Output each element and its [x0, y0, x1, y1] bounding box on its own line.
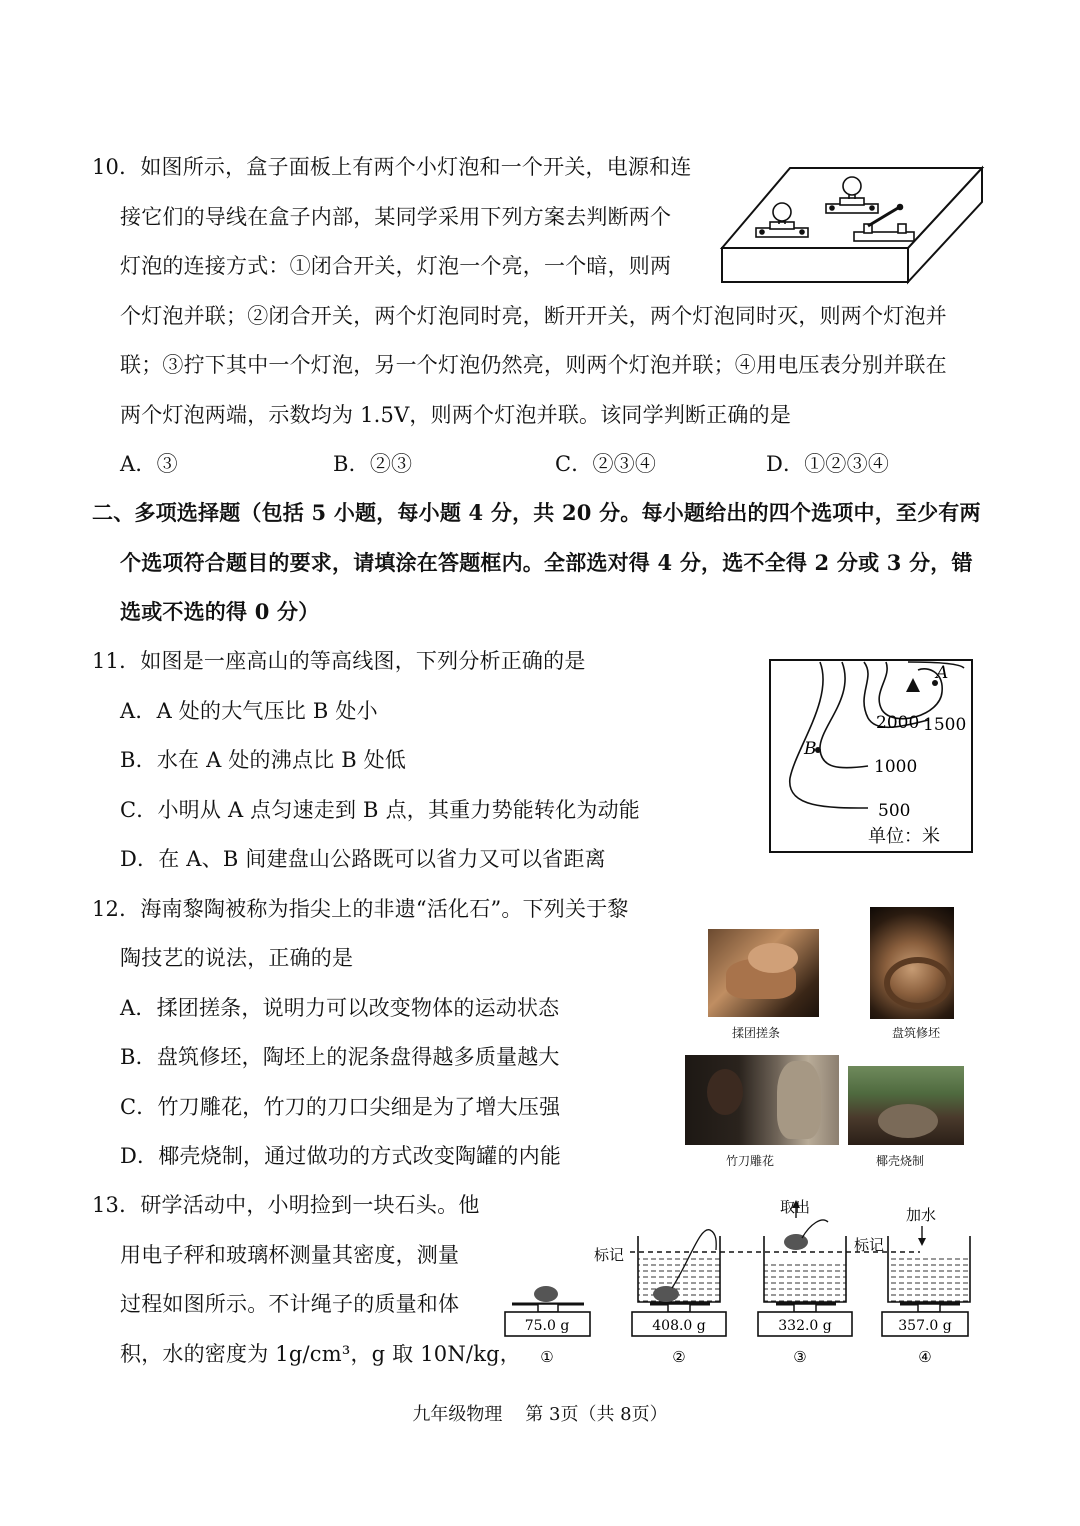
q10-line-5: 联；③拧下其中一个灯泡，另一个灯泡仍然亮，则两个灯泡并联；④用电压表分别并联在	[120, 353, 947, 377]
contour-label-1500: 1500	[923, 715, 967, 735]
step-3-beaker	[758, 1200, 852, 1336]
q10-option-a: A．③	[120, 452, 178, 476]
scale-reading-2: 408.0 g	[652, 1318, 706, 1334]
contour-label-500: 500	[878, 801, 911, 821]
footer-subject: 九年级物理	[412, 1404, 503, 1425]
q10-option-c: C．②③④	[555, 452, 657, 476]
scale-reading-4: 357.0 g	[898, 1318, 952, 1334]
q12-line-1: 12．海南黎陶被称为指尖上的非遗“活化石”。下列关于黎	[92, 897, 629, 921]
stone-step-3	[784, 1234, 808, 1250]
section2-heading-line-1: 二、多项选择题（包括 5 小题，每小题 4 分，共 20 分。每小题给出的四个选项中，至少有两	[92, 500, 981, 525]
photo-coiling-pot	[870, 907, 954, 1019]
q10-line-4: 个灯泡并联；②闭合开关，两个灯泡同时亮，断开开关，两个灯泡同时灭，则两个灯泡并	[120, 304, 947, 328]
caption-carving-pattern: 竹刀雕花	[726, 1154, 775, 1168]
q12-option-d: D．椰壳烧制，通过做功的方式改变陶罐的内能	[120, 1144, 562, 1168]
q11-option-c: C．小明从 A 点匀速走到 B 点，其重力势能转化为动能	[120, 798, 640, 822]
q11-stem: 11．如图是一座高山的等高线图，下列分析正确的是	[92, 649, 586, 673]
q11-option-a: A．A 处的大气压比 B 处小	[120, 699, 378, 723]
box-side-face	[908, 168, 982, 282]
take-out-label: 取出	[780, 1198, 811, 1216]
footer-page-info: 第 3页（共 8页）	[525, 1404, 668, 1425]
caption-coconut-firing: 椰壳烧制	[876, 1154, 925, 1168]
add-water-label: 加水	[906, 1206, 937, 1224]
stone-step-1	[534, 1286, 558, 1302]
mark-label-left: 标记	[594, 1246, 625, 1264]
q10-line-3: 灯泡的连接方式：①闭合开关，灯泡一个亮，一个暗，则两	[120, 254, 672, 278]
step-number-3: ③	[793, 1348, 807, 1366]
circuit-box-figure	[718, 162, 988, 292]
q10-line-2: 接它们的导线在盒子内部，某同学采用下列方案去判断两个	[120, 205, 672, 229]
photo-kneading-clay	[708, 929, 819, 1017]
photo-carving-pattern	[685, 1055, 839, 1145]
contour-label-1000: 1000	[874, 757, 918, 777]
caption-kneading-clay: 揉团搓条	[732, 1026, 781, 1040]
q13-line-2: 用电子秤和玻璃杯测量其密度，测量	[120, 1243, 460, 1267]
q10-option-d: D．①②③④	[766, 452, 890, 476]
bulb-right-icon	[826, 177, 878, 213]
q11-option-b: B．水在 A 处的沸点比 B 处低	[120, 748, 407, 772]
q13-line-1: 13．研学活动中，小明捡到一块石头。他	[92, 1193, 480, 1217]
contour-unit-label: 单位：米	[868, 826, 940, 847]
box-front-face	[722, 248, 908, 282]
step-number-1: ①	[540, 1348, 554, 1366]
q12-option-a: A．揉团搓条，说明力可以改变物体的运动状态	[120, 996, 560, 1020]
q10-option-b: B．②③	[333, 452, 413, 476]
q10-line-1: 10．如图所示，盒子面板上有两个小灯泡和一个开关，电源和连	[92, 155, 692, 179]
page-footer	[0, 1400, 1080, 1426]
q13-line-4: 积，水的密度为 1g/cm³，g 取 10N/kg，	[120, 1342, 521, 1366]
step-number-2: ②	[672, 1348, 686, 1366]
q12-option-b: B．盘筑修坯，陶坯上的泥条盘得越多质量越大	[120, 1045, 560, 1069]
density-measurement-figure	[490, 1190, 980, 1370]
scale-reading-1: 75.0 g	[524, 1318, 570, 1334]
q10-line-6: 两个灯泡两端，示数均为 1.5V，则两个灯泡并联。该同学判断正确的是	[120, 403, 792, 427]
section2-heading-line-2: 个选项符合题目的要求，请填涂在答题框内。全部选对得 4 分，选不全得 2 分或 3 分，错	[120, 550, 973, 575]
q12-line-2: 陶技艺的说法，正确的是	[120, 946, 354, 970]
caption-coiling-pot: 盘筑修坯	[892, 1026, 941, 1040]
contour-label-2000: 2000	[876, 713, 920, 733]
contour-map-figure	[768, 658, 974, 854]
add-water-arrow-icon	[918, 1238, 926, 1246]
stone-step-2	[653, 1286, 679, 1302]
mark-label-right: 标记	[854, 1236, 885, 1254]
point-a-label: A	[936, 663, 949, 683]
section2-heading-line-3: 选或不选的得 0 分）	[120, 599, 320, 624]
q11-option-d: D．在 A、B 间建盘山公路既可以省力又可以省距离	[120, 847, 606, 871]
scale-reading-3: 332.0 g	[778, 1318, 832, 1334]
q13-line-3: 过程如图所示。不计绳子的质量和体	[120, 1292, 460, 1316]
point-b-label: B	[804, 739, 817, 759]
step-number-4: ④	[918, 1348, 932, 1366]
bulb-left-icon	[756, 203, 808, 237]
string-step-3	[802, 1220, 828, 1238]
q12-option-c: C．竹刀雕花，竹刀的刀口尖细是为了增大压强	[120, 1095, 561, 1119]
photo-coconut-firing	[848, 1066, 964, 1145]
